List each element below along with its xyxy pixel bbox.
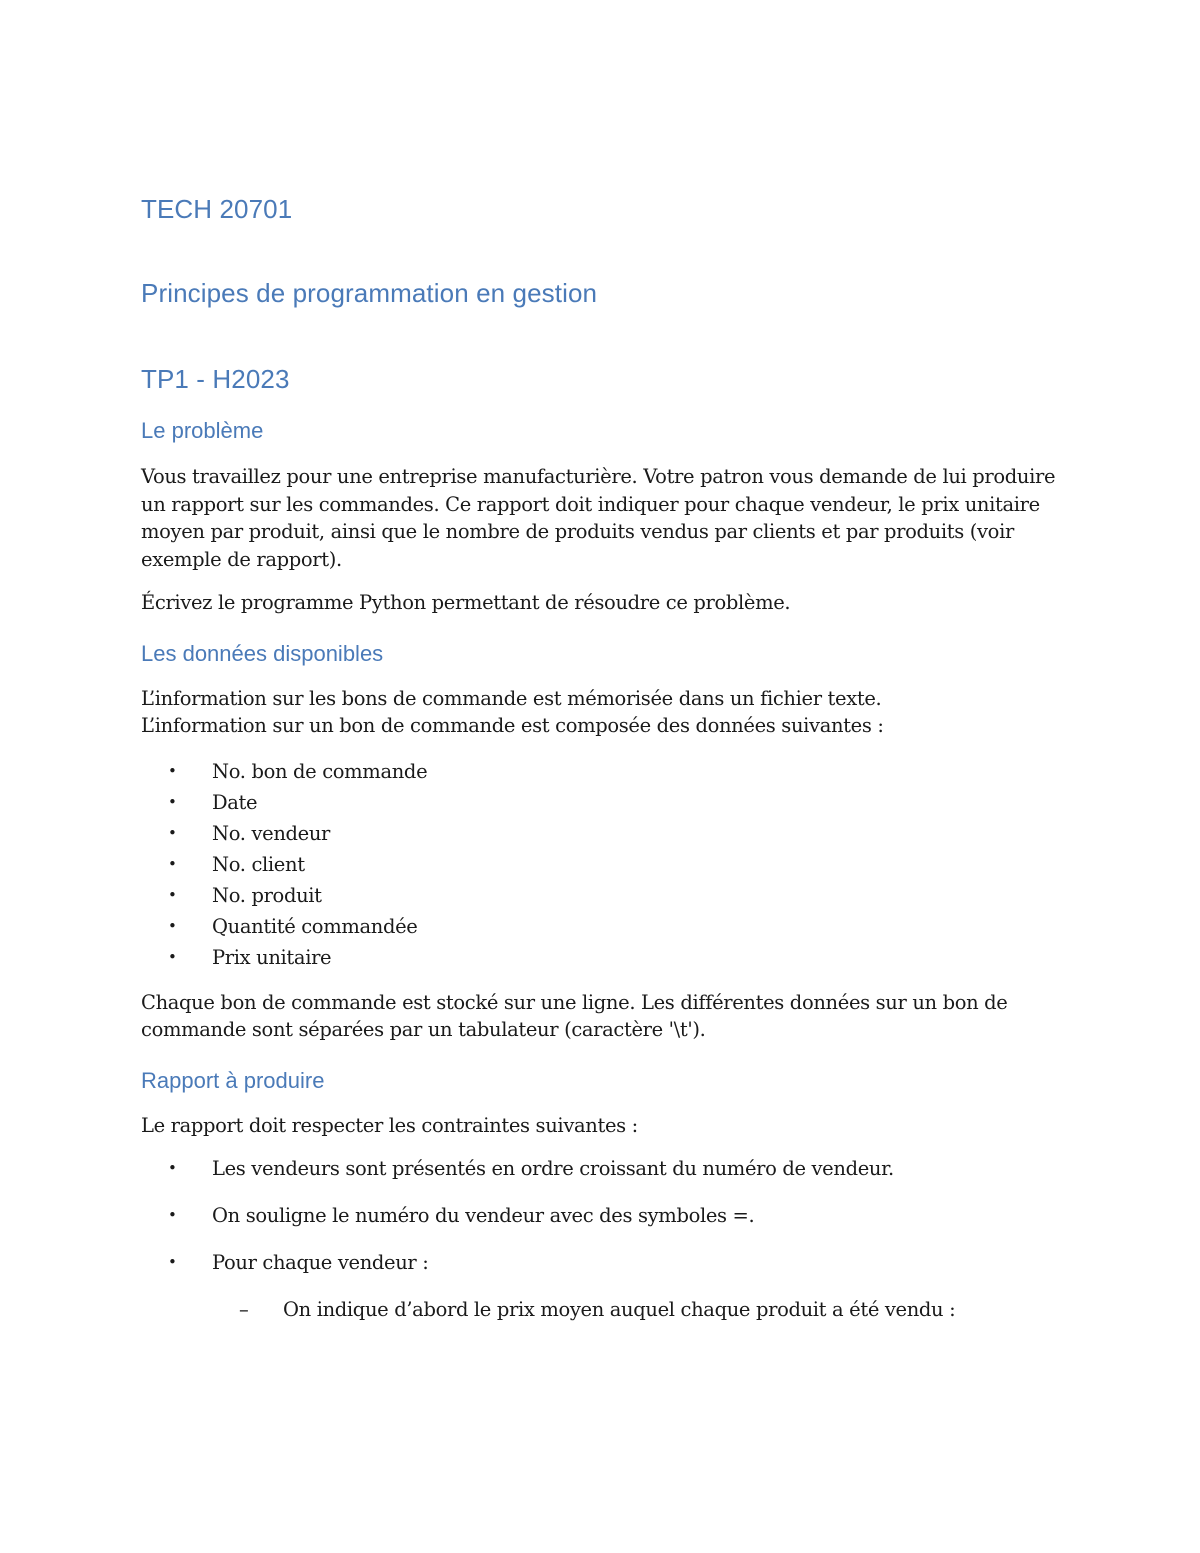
paragraph-donnees-line2: L’information sur un bon de commande est composée des données suivantes : bbox=[141, 714, 884, 737]
list-item bbox=[141, 1202, 1061, 1229]
bullet-icon: • bbox=[168, 1206, 177, 1224]
bullet-icon: • bbox=[168, 1159, 177, 1177]
bullet-icon: • bbox=[168, 885, 177, 904]
list-item-text: No. vendeur bbox=[212, 821, 331, 845]
list-item-text: Les vendeurs sont présentés en ordre croissant du numéro de vendeur. bbox=[212, 1157, 894, 1180]
list-item-text: No. bon de commande bbox=[212, 759, 428, 783]
list-item bbox=[141, 849, 1061, 880]
paragraph-instruction: Écrivez le programme Python permettant de résoudre ce problème. bbox=[141, 591, 791, 614]
list-item bbox=[141, 818, 1061, 849]
list-item bbox=[141, 911, 1061, 942]
list-item bbox=[141, 787, 1061, 818]
paragraph-donnees-line1: L’information sur les bons de commande est mémorisée dans un fichier texte. bbox=[141, 686, 882, 710]
list-item-text: No. produit bbox=[212, 883, 322, 907]
bullet-icon: • bbox=[168, 823, 177, 842]
document-content bbox=[141, 192, 1061, 1323]
sub-list-item-text: On indique d’abord le prix moyen auquel chaque produit a été vendu : bbox=[283, 1298, 956, 1321]
list-item bbox=[141, 1249, 1061, 1276]
bullet-icon: • bbox=[168, 916, 177, 935]
bullet-icon: • bbox=[168, 792, 177, 811]
list-item-text: Pour chaque vendeur : bbox=[212, 1251, 429, 1274]
bullet-icon: • bbox=[168, 761, 177, 780]
heading-donnees: Les données disponibles bbox=[141, 640, 384, 666]
sub-list-item bbox=[141, 1296, 1061, 1323]
assignment-title: TP1 - H2023 bbox=[141, 364, 290, 394]
list-item-text: Date bbox=[212, 790, 258, 814]
sub-list bbox=[141, 1296, 1061, 1323]
paragraph-probleme: Vous travaillez pour une entreprise manufacturière. Votre patron vous demande de lui produire un rapport sur les commandes. Ce rapport doit indiquer pour chaque vendeur, le prix unitaire moyen par produit, ainsi que le nombre de produits vendus par clients et par produits (voir exemple de rapport). bbox=[141, 465, 1056, 571]
list-item bbox=[141, 942, 1061, 973]
bullet-icon: • bbox=[168, 947, 177, 966]
dash-icon: – bbox=[239, 1298, 249, 1321]
list-item bbox=[141, 1155, 1061, 1182]
list-item-text: Quantité commandée bbox=[212, 914, 418, 938]
heading-probleme: Le problème bbox=[141, 418, 264, 443]
bullet-icon: • bbox=[168, 1253, 177, 1271]
constraints-list bbox=[141, 1155, 1061, 1276]
list-item bbox=[141, 880, 1061, 911]
list-item-text: Prix unitaire bbox=[212, 945, 332, 969]
heading-rapport: Rapport à produire bbox=[141, 1067, 325, 1093]
list-item-text: On souligne le numéro du vendeur avec des symboles =. bbox=[212, 1204, 755, 1227]
paragraph-rapport-intro: Le rapport doit respecter les contraintes suivantes : bbox=[141, 1113, 638, 1137]
paragraph-format: Chaque bon de commande est stocké sur une ligne. Les différentes données sur un bon de commande sont séparées par un tabulateur (caractère '\t'). bbox=[141, 990, 1008, 1041]
list-item bbox=[141, 756, 1061, 787]
bullet-icon: • bbox=[168, 854, 177, 873]
course-title: Principes de programmation en gestion bbox=[141, 278, 598, 308]
course-code: TECH 20701 bbox=[141, 194, 293, 224]
fields-list bbox=[141, 756, 1061, 973]
list-item-text: No. client bbox=[212, 852, 305, 876]
